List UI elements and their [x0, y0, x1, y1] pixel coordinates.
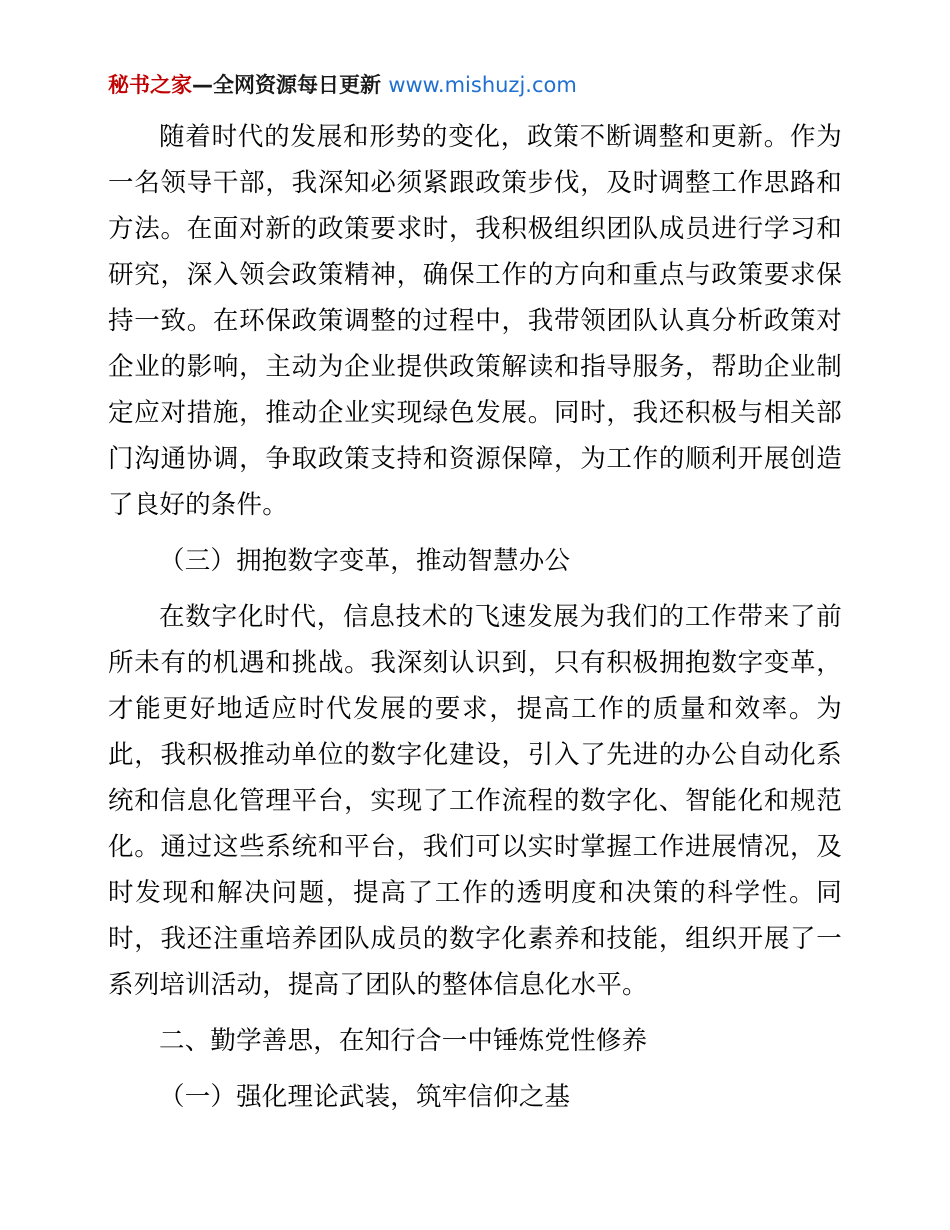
- body-paragraph: 在数字化时代，信息技术的飞速发展为我们的工作带来了前所未有的机遇和挑战。我深刻认识到，只有积极拥抱数字变革，才能更好地适应时代发展的要求，提高工作的质量和效率。为此，我积极推动单位的数字化建设，引入了先进的办公自动化系统和信息化管理平台，实现了工作流程的数字化、智能化和规范化。通过这些系统和平台，我们可以实时掌握工作进展情况，及时发现和解决问题，提高了工作的透明度和决策的科学性。同时，我还注重培养团队成员的数字化素养和技能，组织开展了一系列培训活动，提高了团队的整体信息化水平。: [108, 602, 842, 1001]
- watermark-url: www.mishuzj.com: [388, 73, 577, 97]
- body-paragraph: 随着时代的发展和形势的变化，政策不断调整和更新。作为一名领导干部，我深知必须紧跟政策步伐，及时调整工作思路和方法。在面对新的政策要求时，我积极组织团队成员进行学习和研究，深入领会政策精神，确保工作的方向和重点与政策要求保持一致。在环保政策调整的过程中，我带领团队认真分析政策对企业的影响，主动为企业提供政策解读和指导服务，帮助企业制定应对措施，推动企业实现绿色发展。同时，我还积极与相关部门沟通协调，争取政策支持和资源保障，为工作的顺利开展创造了良好的条件。: [108, 122, 842, 521]
- watermark-separator: —全网资源每日更新: [192, 73, 389, 97]
- section-heading: 二、勤学善思，在知行合一中锤炼党性修养: [159, 1026, 648, 1057]
- watermark-banner: [108, 70, 842, 100]
- section-heading: （三）拥抱数字变革，推动智慧办公: [159, 546, 571, 577]
- watermark-brand: 秘书之家: [108, 72, 192, 97]
- section-heading: （一）强化理论武装，筑牢信仰之基: [159, 1082, 571, 1113]
